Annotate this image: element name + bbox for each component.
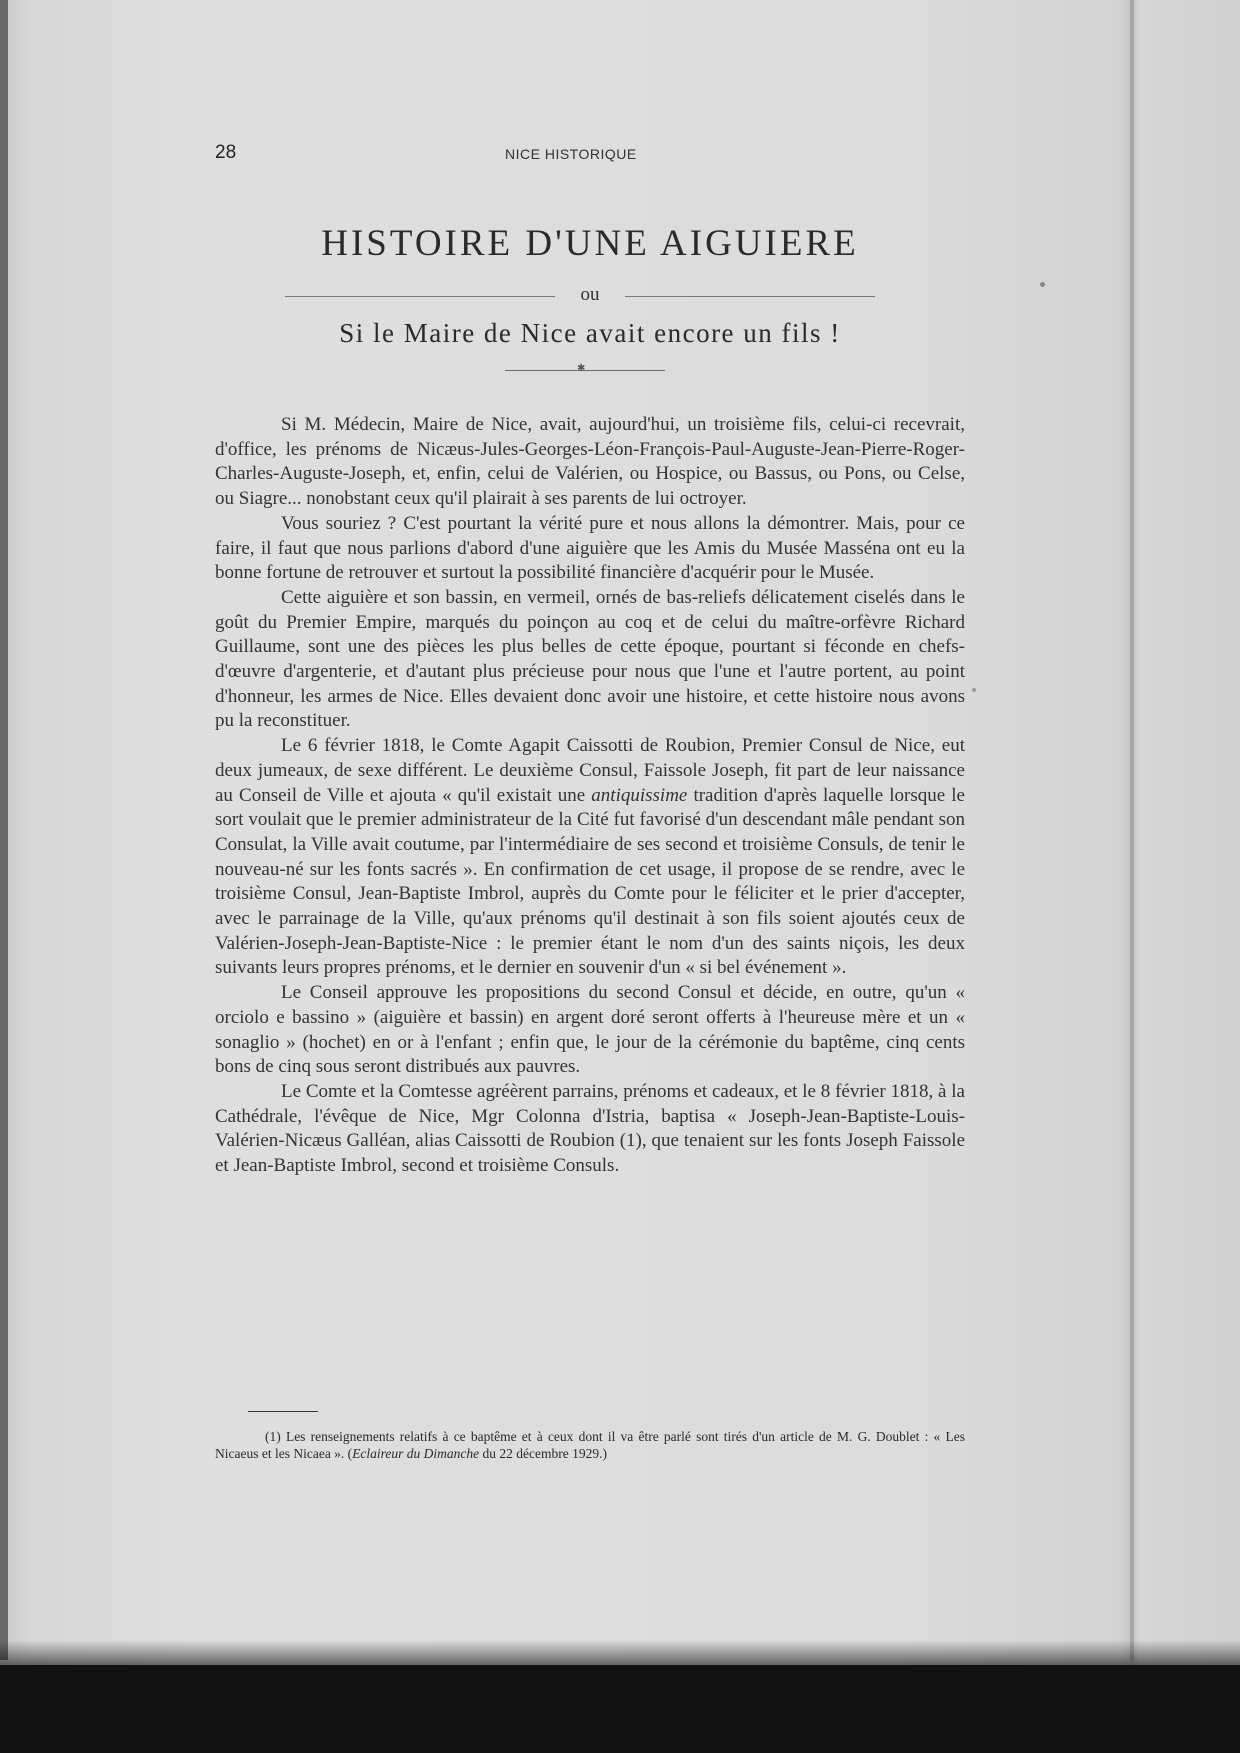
paragraph-3: Cette aiguière et son bassin, en vermeil, ornés de bas-reliefs délicatement ciselés dans le goût du Premier Empire, marqués du poinçon au coq et de celui du maître-orfèvre Richard Guillaume, sont une des pièces les plus belles de cette époque, pourtant si féconde en chefs-d'œuvre d'argenterie, et d'autant plus précieuse pour nous que l'une et l'autre portent, au point d'honneur, les armes de Nice. Elles devaient donc avoir une histoire, et cette histoire nous avons pu la reconstituer. — [215, 586, 965, 732]
page-edge-fold — [1130, 0, 1134, 1660]
separator-rule-right — [625, 296, 875, 297]
binding-shadow — [0, 0, 8, 1660]
paragraph-4 — [215, 734, 965, 981]
ornament-mark: ✱ — [577, 363, 586, 374]
footnote-italic: Eclaireur du Dimanche — [352, 1446, 480, 1461]
paragraph-6: Le Comte et la Comtesse agréèrent parrains, prénoms et cadeaux, et le 8 février 1818, à la Cathédrale, l'évêque de Nice, Mgr Colonna d'Istria, baptisa « Joseph-Jean-Baptiste-Louis-Valérien-Nicæus Galléan, alias Caissotti de Roubion (1), que tenaient sur les fonts Joseph Faissole et Jean-Baptiste Imbrol, second et troisième Consuls. — [215, 1080, 965, 1177]
paragraph-4-text: Le 6 février 1818, le Comte Agapit Caissotti de Roubion, Premier Consul de Nice, eut deux jumeaux, de sexe différent. Le deuxième Consul, Faissole Joseph, fit part de leur naissance au Conseil de Ville et ajouta « qu'il existait une — [215, 735, 965, 806]
separator-rule-left — [285, 296, 555, 297]
scanner-bottom-band — [0, 1665, 1240, 1753]
paragraph-4-italic: antiquissime — [591, 784, 688, 806]
margin-speck — [1040, 282, 1045, 287]
article-body — [215, 413, 965, 1179]
running-head: NICE HISTORIQUE — [505, 146, 637, 162]
paragraph-4-text: tradition d'après laquelle lorsque le sort voulait que le premier administrateur de la Cité fut favorisé d'un descendant mâle pendant son Consulat, la Ville avait coutume, par l'intermédiaire de ses second et troisième Consuls, de tenir le nouveau-né sur les fonts sacrés ». En confirmation de cet usage, il propose de se rendre, avec le troisième Consul, Jean-Baptiste Imbrol, auprès du Comte pour le féliciter et le prier d'accepter, avec le parrainage de la Ville, qu'aux prénoms qu'il destinait à son fils soient ajoutés ceux de Valérien-Joseph-Jean-Baptiste-Nice : le premier étant le nom d'un des saints niçois, les deux suivants leurs propres prénoms, et le dernier en souvenir d'un « si bel événement ». — [215, 784, 965, 979]
margin-speck — [972, 688, 976, 692]
title-separator — [285, 284, 885, 308]
article-subtitle: Si le Maire de Nice avait encore un fils ! — [339, 318, 841, 348]
bottom-shadow — [0, 1640, 1240, 1665]
footnote — [215, 1428, 965, 1462]
footnote-text: du 22 décembre 1929.) — [479, 1446, 608, 1461]
page-header — [215, 142, 965, 172]
footnote-rule — [248, 1411, 318, 1412]
footnote-text: (1) Les renseignements relatifs à ce baptême et à ceux dont il va être parlé sont tirés d'un article de M. G. Doublet : « Les Nicaeus et les Nicaea ». ( — [215, 1429, 965, 1461]
paragraph-5: Le Conseil approuve les propositions du second Consul et décide, en outre, qu'un « orciolo e bassino » (aiguière et bassin) en argent doré seront offerts à l'heureuse mère et un « sonaglio » (hochet) en or à l'enfant ; enfin que, le jour de la cérémonie du baptême, cinq cents bons de cinq sous seront distribués aux pauvres. — [215, 982, 965, 1078]
separator-word: ou — [580, 284, 600, 305]
paragraph-1: Si M. Médecin, Maire de Nice, avait, aujourd'hui, un troisième fils, celui-ci recevrait, d'office, les prénoms de Nicæus-Jules-Georges-Léon-François-Paul-Auguste-Jean-Pierre-Roger-Charles-Auguste-Joseph, et, enfin, celui de Valérien, ou Hospice, ou Bassus, ou Pons, ou Celse, ou Siagre... nonobstant ceux qu'il plairait à ses parents de lui octroyer. — [215, 414, 965, 510]
article-title: HISTOIRE D'UNE AIGUIERE — [321, 223, 859, 264]
paragraph-2: Vous souriez ? C'est pourtant la vérité pure et nous allons la démontrer. Mais, pour ce faire, il faut que nous parlions d'abord d'une aiguière que les Amis du Musée Masséna ont eu la bonne fortune de retrouver et surtout la possibilité financière d'acquérir pour le Musée. — [215, 512, 965, 584]
page-number: 28 — [215, 142, 237, 163]
